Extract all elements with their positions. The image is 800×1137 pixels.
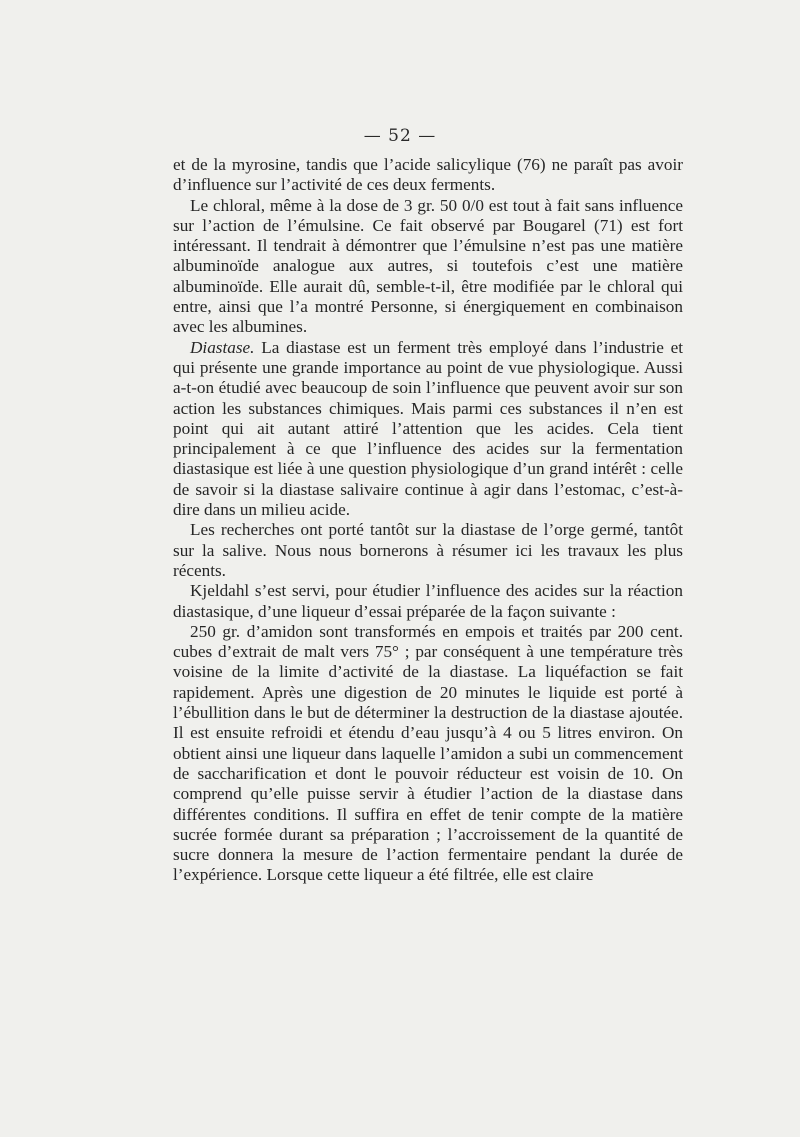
paragraph-text: La diastase est un ferment très employé dans l’industrie et qui présente une grande importance au point de vue physiologique. Aussi a-t-on étudié avec beaucoup de soin l’influence que peuvent avoir sur son action les substances chimiques. Mais parmi ces substances il n’en est point qui ait autant attiré l’attention que les acides. Cela tient principalement à ce que l’influence des acides sur la fermentation diastasique est liée à une question physiologique d’un grand intérêt : celle de savoir si la diastase salivaire continue à agir dans l’estomac, c’est-à-dire dans un milieu acide. xyxy=(173,337,683,520)
paragraph-text: Les recherches ont porté tantôt sur la diastase de l’orge germé, tantôt sur la salive. Nous nous bornerons à résumer ici les travaux les plus récents. xyxy=(173,520,683,580)
paragraph xyxy=(173,520,683,581)
paragraph xyxy=(173,196,683,338)
paragraph xyxy=(173,622,683,886)
paragraph xyxy=(173,155,683,196)
paragraph-text: et de la myrosine, tandis que l’acide salicylique (76) ne paraît pas avoir d’influence sur l’activité de ces deux ferments. xyxy=(173,155,683,195)
paragraph-text: Le chloral, même à la dose de 3 gr. 50 0/0 est tout à fait sans influence sur l’action de l’émulsine. Ce fait observé par Bougarel (71) est fort intéressant. Il tendrait à démontrer que l’émulsine n’est pas une matière albuminoïde analogue aux autres, si toutefois c’est une matière albuminoïde. Elle aurait dû, semble-t-il, être modifiée par le chloral qui entre, ainsi que l’a montré Personne, si énergiquement en combinaison avec les albumines. xyxy=(173,195,683,337)
paragraph-text: 250 gr. d’amidon sont transformés en empois et traités par 200 cent. cubes d’extrait de malt vers 75° ; par conséquent à une température très voisine de la limite d’activité de la diastase. La liquéfaction se fait rapidement. Après une digestion de 20 minutes le liquide est porté à l’ébullition dans le but de déterminer la destruction de la diastase ajoutée. Il est ensuite refroidi et étendu d’eau jusqu’à 4 ou 5 litres environ. On obtient ainsi une liqueur dans laquelle l’amidon a subi un commencement de saccharification et dont le pouvoir réducteur est voisin de 10. On comprend qu’elle puisse servir à étudier l’action de la diastase dans différentes conditions. Il suffira en effet de tenir compte de la matière sucrée formée durant sa préparation ; l’accroissement de la quantité de sucre donnera la mesure de l’action fermentaire pendant la durée de l’expérience. Lorsque cette liqueur a été filtrée, elle est claire xyxy=(173,621,683,885)
paragraph xyxy=(173,338,683,521)
page-number: — 52 — xyxy=(363,126,437,146)
paragraph xyxy=(173,581,683,622)
paragraph-text: Kjeldahl s’est servi, pour étudier l’influence des acides sur la réaction diastasique, d’une liqueur d’essai préparée de la façon suivante : xyxy=(173,581,683,621)
body-text xyxy=(173,155,683,886)
section-heading: Diastase. xyxy=(190,337,255,357)
